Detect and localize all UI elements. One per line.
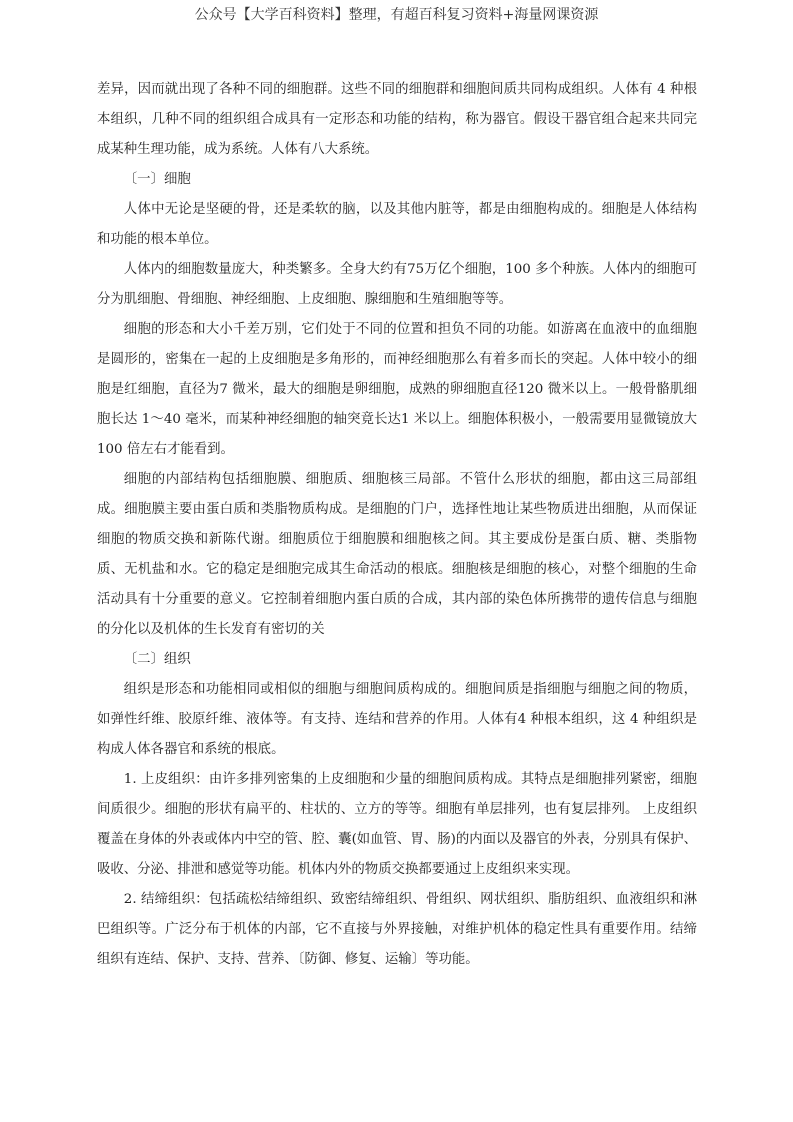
list-item-connective: 2. 结缔组织：包括疏松结缔组织、致密结缔组织、骨组织、网状组织、脂肪组织、血液组织和淋巴组织等。广泛分布于机体的内部，它不直接与外界接触，对维护机体的稳定性具有重要作用。结缔组织有连结、保护、支持、营养、〔防御、修复、运输〕等功能。 [97,892,697,967]
paragraph: 人体中无论是坚硬的骨，还是柔软的脑，以及其他内脏等，都是由细胞构成的。细胞是人体结构和功能的根本单位。 [97,202,697,247]
paragraph: 细胞的形态和大小千差万别，它们处于不同的位置和担负不同的功能。如游离在血液中的血细胞是圆形的，密集在一起的上皮细胞是多角形的，而神经细胞那么有着多而长的突起。人体中较小的细胞是红细胞，直径为7 微米，最大的细胞是卵细胞，成熟的卵细胞直径120 微米以上。一般骨骼肌细胞长达 1～40 毫米，而某种神经细胞的轴突竟长达1 米以上。细胞体积极小，一般需要用显微镜放大 100 倍左右才能看到。 [97,322,697,457]
paragraph-continued: 差异，因而就出现了各种不同的细胞群。这些不同的细胞群和细胞间质共同构成组织。人体有 4 种根本组织，几种不同的组织组合成具有一定形态和功能的结构，称为器官。假设干器官组合起来共同完成某种生理功能，成为系统。人体有八大系统。 [97,82,697,157]
paragraph: 人体内的细胞数量庞大，种类繁多。全身大约有75万亿个细胞，100 多个种族。人体内的细胞可分为肌细胞、骨细胞、神经细胞、上皮细胞、腺细胞和生殖细胞等等。 [97,262,697,307]
section-heading-tissues: 〔二〕组织 [123,652,191,667]
paragraph: 细胞的内部结构包括细胞膜、细胞质、细胞核三局部。不管什么形状的细胞，都由这三局部组成。细胞膜主要由蛋白质和类脂物质构成。是细胞的门户，选择性地让某些物质进出细胞，从而保证细胞的物质交换和新陈代谢。细胞质位于细胞膜和细胞核之间。其主要成份是蛋白质、糖、类脂物质、无机盐和水。它的稳定是细胞完成其生命活动的根底。细胞核是细胞的核心，对整个细胞的生命活动具有十分重要的意义。它控制着细胞内蛋白质的合成，其内部的染色体所携带的遗传信息与细胞的分化以及机体的生长发育有密切的关 [97,472,697,637]
paragraph: 组织是形态和功能相同或相似的细胞与细胞间质构成的。细胞间质是指细胞与细胞之间的物质，如弹性纤维、胶原纤维、液体等。有支持、连结和营养的作用。人体有4 种根本组织，这 4 种组织是构成人体各器官和系统的根底。 [97,682,697,757]
page-header: 公众号【大学百科资料】整理，有超百科复习资料+海量网课资源 [194,7,599,23]
document-body [97,75,697,975]
section-heading-cells: 〔一〕细胞 [123,172,191,187]
list-item-epithelial: 1. 上皮组织：由许多排列密集的上皮细胞和少量的细胞间质构成。其特点是细胞排列紧密，细胞间质很少。细胞的形状有扁平的、柱状的、立方的等等。细胞有单层排列，也有复层排列。 上皮组织覆盖在身体的外表或体内中空的管、腔、囊(如血管、胃、肠)的内面以及器官的外表，分别具有保护、吸收、分泌、排泄和感觉等功能。机体内外的物质交换都要通过上皮组织来实现。 [97,772,697,877]
